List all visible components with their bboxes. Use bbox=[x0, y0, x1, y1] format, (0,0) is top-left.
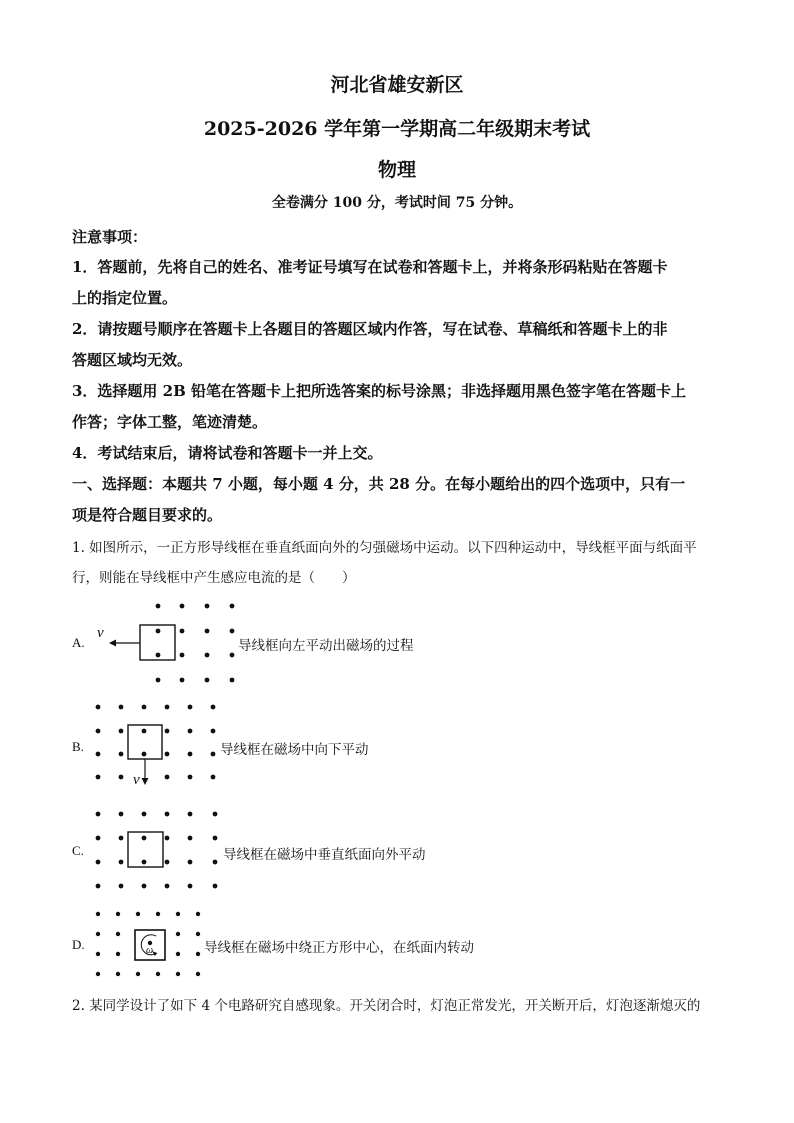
q1-stem-line2: 行，则能在导线框中产生感应电流的是（ ） bbox=[72, 570, 356, 586]
option-d-omega-symbol: ω bbox=[146, 945, 154, 956]
option-c-desc: 导线框在磁场中垂直纸面向外平动 bbox=[223, 847, 426, 863]
notice-item-2-line2: 答题区域均无效。 bbox=[72, 351, 193, 369]
exam-title: 2025-2026 学年第一学期高二年级期末考试 bbox=[203, 118, 591, 140]
option-b-velocity-symbol: v bbox=[133, 772, 140, 788]
q2-stem-line1: 2. 某同学设计了如下 4 个电路研究自感现象。开关闭合时，灯泡正常发光，开关断开后，灯泡逐渐熄灭的 bbox=[72, 998, 701, 1014]
notice-item-1-line2: 上的指定位置。 bbox=[72, 289, 178, 307]
region-title: 河北省雄安新区 bbox=[330, 74, 464, 96]
option-b-desc: 导线框在磁场中向下平动 bbox=[220, 742, 369, 758]
option-c-label: C. bbox=[72, 843, 84, 858]
notice-item-3-line1: 3．选择题用 2B 铅笔在答题卡上把所选答案的标号涂黑；非选择题用黑色签字笔在答题卡上 bbox=[72, 382, 687, 400]
notice-item-4-line1: 4．考试结束后，请将试卷和答题卡一并上交。 bbox=[72, 444, 383, 462]
option-a-velocity-symbol: v bbox=[97, 625, 104, 641]
score-time: 全卷满分 100 分，考试时间 75 分钟。 bbox=[271, 195, 523, 211]
option-d-desc: 导线框在磁场中绕正方形中心，在纸面内转动 bbox=[204, 940, 474, 956]
subject-title: 物理 bbox=[377, 159, 416, 181]
option-b-label: B. bbox=[72, 739, 84, 754]
q1-stem-line1: 1. 如图所示，一正方形导线框在垂直纸面向外的匀强磁场中运动。以下四种运动中，导线框平面与纸面平 bbox=[72, 540, 697, 556]
option-a-label: A. bbox=[72, 635, 85, 650]
notice-heading: 注意事项： bbox=[72, 228, 148, 246]
section1-line1: 一、选择题：本题共 7 小题，每小题 4 分，共 28 分。在每小题给出的四个选项中，只有一 bbox=[72, 475, 686, 493]
notice-item-2-line1: 2．请按题号顺序在答题卡上各题目的答题区域内作答，写在试卷、草稿纸和答题卡上的非 bbox=[72, 320, 668, 338]
notice-item-1-line1: 1．答题前，先将自己的姓名、准考证号填写在试卷和答题卡上，并将条形码粘贴在答题卡 bbox=[72, 258, 668, 276]
notice-item-3-line2: 作答；字体工整，笔迹清楚。 bbox=[72, 413, 268, 431]
option-d-label: D. bbox=[72, 937, 85, 952]
section1-line2: 项是符合题目要求的。 bbox=[72, 506, 223, 524]
option-a-desc: 导线框向左平动出磁场的过程 bbox=[238, 638, 414, 654]
